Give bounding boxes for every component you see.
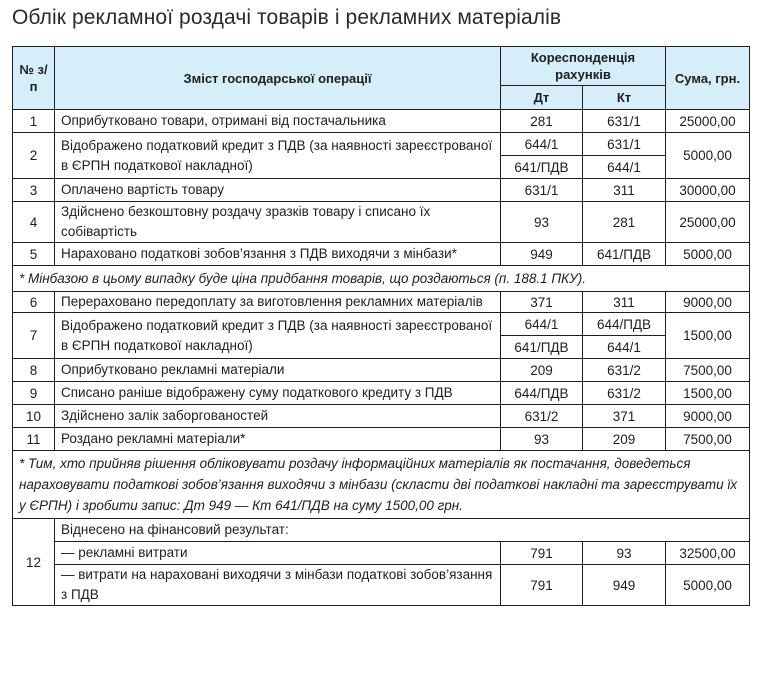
row-description: Перераховано передоплату за виготовлення рекламних матеріалів (55, 292, 501, 313)
row-description: — рекламні витрати (55, 542, 501, 565)
row-description: Нараховано податкові зобов’язання з ПДВ виходячи з мінбази* (55, 243, 501, 266)
credit-account: 641/ПДВ (583, 243, 666, 266)
header-debit: Дт (501, 86, 583, 110)
debit-account: 281 (501, 110, 583, 133)
row-number: 7 (13, 313, 55, 359)
table-row (13, 243, 750, 266)
debit-account: 93 (501, 202, 583, 243)
credit-account: 371 (583, 405, 666, 428)
credit-account: 631/2 (583, 382, 666, 405)
debit-account: 791 (501, 542, 583, 565)
row-number: 1 (13, 110, 55, 133)
credit-account: 311 (583, 179, 666, 202)
row-description: Роздано рекламні матеріали* (55, 428, 501, 451)
amount: 5000,00 (666, 243, 750, 266)
amount: 9000,00 (666, 405, 750, 428)
amount: 5000,00 (666, 565, 750, 606)
ledger-table (12, 46, 750, 606)
debit-account: 949 (501, 243, 583, 266)
row-number: 9 (13, 382, 55, 405)
amount: 30000,00 (666, 179, 750, 202)
row-number: 8 (13, 359, 55, 382)
credit-account: 644/1 (583, 336, 666, 359)
amount: 1500,00 (666, 313, 750, 359)
debit-account: 644/ПДВ (501, 382, 583, 405)
credit-account: 644/ПДВ (583, 313, 666, 336)
table-row (13, 313, 750, 336)
row-description: — витрати на нараховані виходячи з мінбази податкові зобов’язання з ПДВ (55, 565, 501, 606)
amount: 32500,00 (666, 542, 750, 565)
debit-account: 641/ПДВ (501, 336, 583, 359)
footnote-supply: * Тим, хто прийняв рішення обліковувати роздачу інформаційних матеріалів як постачання, доведеться нараховувати податкові зобов’язання виходячи з мінбази (скласти дві податкові накладні та зареєструвати їх у ЄРПН) і зробити запис: Дт 949 — Кт 641/ПДВ на суму 1500,00 грн. (13, 451, 750, 519)
table-row (13, 359, 750, 382)
debit-account: 644/1 (501, 133, 583, 156)
row-description: Відображено податковий кредит з ПДВ (за наявності зареєстрованої в ЄРПН податкової накладної) (55, 133, 501, 179)
table-row (13, 519, 750, 542)
row-description: Відображено податковий кредит з ПДВ (за наявності зареєстрованої в ЄРПН податкової накладної) (55, 313, 501, 359)
table-row (13, 292, 750, 313)
row-number: 6 (13, 292, 55, 313)
header-num: № з/п (13, 47, 55, 110)
amount: 1500,00 (666, 382, 750, 405)
table-row (13, 565, 750, 606)
table-row (13, 179, 750, 202)
credit-account: 281 (583, 202, 666, 243)
credit-account: 644/1 (583, 156, 666, 179)
page-title: Облік рекламної роздачі товарів і рекламних матеріалів (12, 6, 562, 29)
credit-account: 93 (583, 542, 666, 565)
amount: 25000,00 (666, 110, 750, 133)
header-correspondence: Кореспонденція рахунків (501, 47, 666, 86)
table-row (13, 133, 750, 156)
table-row (13, 428, 750, 451)
credit-account: 631/2 (583, 359, 666, 382)
row-number: 10 (13, 405, 55, 428)
row-description: Оприбутковано товари, отримані від постачальника (55, 110, 501, 133)
debit-account: 209 (501, 359, 583, 382)
footnote-row (13, 451, 750, 519)
header-credit: Кт (583, 86, 666, 110)
row-number: 3 (13, 179, 55, 202)
row-description: Оприбутковано рекламні матеріали (55, 359, 501, 382)
header-sum: Сума, грн. (666, 47, 750, 110)
table-row (13, 110, 750, 133)
debit-account: 631/1 (501, 179, 583, 202)
table-row (13, 542, 750, 565)
amount: 7500,00 (666, 359, 750, 382)
table-row (13, 382, 750, 405)
row-number: 5 (13, 243, 55, 266)
credit-account: 631/1 (583, 133, 666, 156)
credit-account: 631/1 (583, 110, 666, 133)
header-content: Зміст господарської операції (55, 47, 501, 110)
debit-account: 371 (501, 292, 583, 313)
row-number: 12 (13, 519, 55, 606)
table-row (13, 202, 750, 243)
row-number: 4 (13, 202, 55, 243)
credit-account: 311 (583, 292, 666, 313)
amount: 5000,00 (666, 133, 750, 179)
amount: 9000,00 (666, 292, 750, 313)
row-description: Здійснено безкоштовну роздачу зразків товару і списано їх собівартість (55, 202, 501, 243)
debit-account: 644/1 (501, 313, 583, 336)
debit-account: 631/2 (501, 405, 583, 428)
row-description: Віднесено на фінансовий результат: (55, 519, 750, 542)
row-number: 2 (13, 133, 55, 179)
amount: 7500,00 (666, 428, 750, 451)
footnote-row (13, 266, 750, 292)
credit-account: 209 (583, 428, 666, 451)
debit-account: 641/ПДВ (501, 156, 583, 179)
row-description: Оплачено вартість товару (55, 179, 501, 202)
debit-account: 791 (501, 565, 583, 606)
table-row (13, 405, 750, 428)
row-number: 11 (13, 428, 55, 451)
debit-account: 93 (501, 428, 583, 451)
credit-account: 949 (583, 565, 666, 606)
amount: 25000,00 (666, 202, 750, 243)
row-description: Здійснено залік заборгованостей (55, 405, 501, 428)
row-description: Списано раніше відображену суму податкового кредиту з ПДВ (55, 382, 501, 405)
footnote-minbase: * Мінбазою в цьому випадку буде ціна придбання товарів, що роздаються (п. 188.1 ПКУ). (13, 266, 750, 292)
